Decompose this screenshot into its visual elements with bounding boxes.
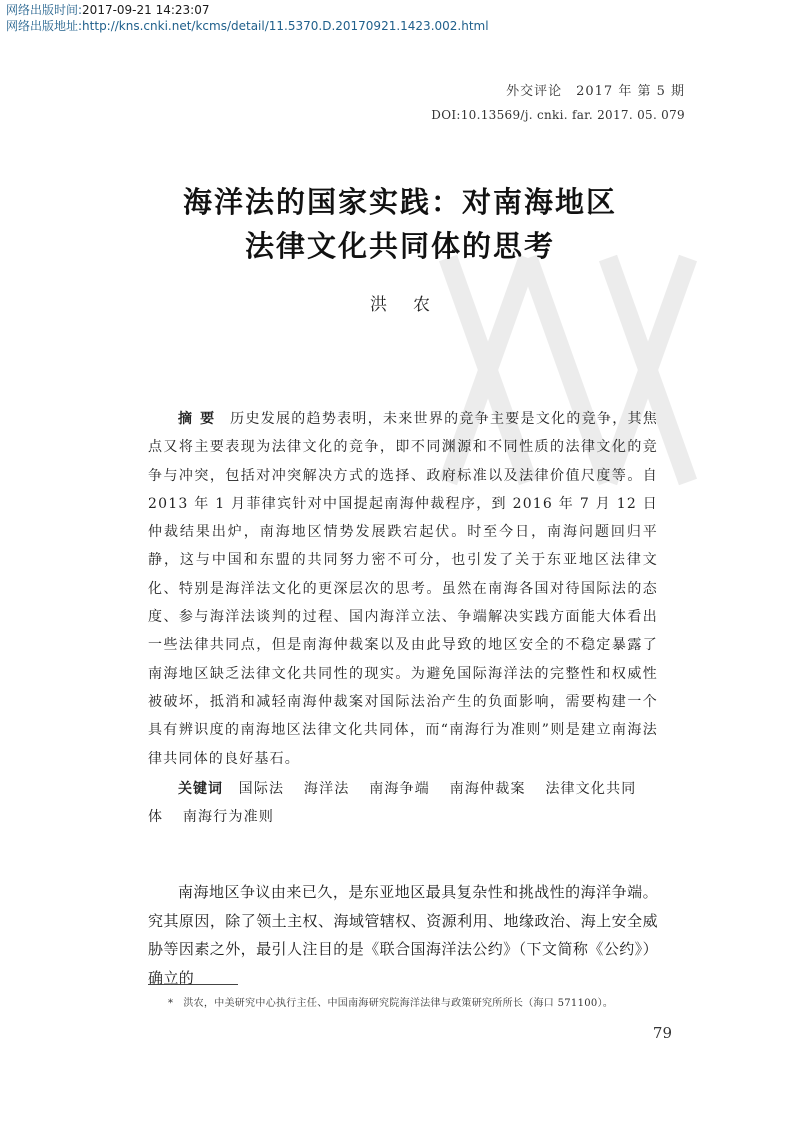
keyword-item: 南海仲裁案 [449, 781, 526, 797]
footnote-mark: * [168, 998, 174, 1009]
doi: DOI:10.13569/j. cnki. far. 2017. 05. 079 [431, 108, 685, 122]
page-number: 79 [652, 1024, 672, 1042]
keyword-item: 海洋法 [303, 781, 350, 797]
abstract [148, 405, 658, 773]
online-url-label: 网络出版地址: [6, 19, 83, 33]
body-paragraph: 南海地区争议由来已久，是东亚地区最具复杂性和挑战性的海洋争端。究其原因，除了领土主权、海域管辖权、资源利用、地缘政治、海上安全威胁等因素之外，最引人注目的是《联合国海洋法公约》（下文简称《公约》）确立的 [148, 883, 658, 987]
keyword-item: 南海行为准则 [182, 809, 275, 825]
keywords-label: 关键词 [178, 781, 223, 797]
footnote-divider [148, 984, 238, 985]
online-url-link[interactable]: http://kns.cnki.net/kcms/detail/11.5370.D.20170921.1423.002.html [82, 19, 489, 33]
abstract-label: 摘要 [178, 411, 223, 427]
article-author: 洪农 [370, 295, 456, 315]
keywords [148, 775, 658, 831]
footnote-text: 洪农，中美研究中心执行主任、中国南海研究院海洋法律与政策研究所所长（海口 571100）。 [183, 998, 614, 1009]
keyword-item: 南海争端 [369, 781, 430, 797]
online-time-value: 2017-09-21 14:23:07 [82, 3, 210, 17]
footnote [168, 994, 613, 1009]
cnki-publication-info [6, 2, 489, 34]
keyword-item: 法律文化共同体 [148, 781, 637, 825]
online-url-line [6, 18, 489, 34]
online-time-label: 网络出版时间: [6, 3, 83, 17]
journal-issue: 外交评论 2017 年 第 5 期 [506, 84, 685, 99]
article-title-line-2: 法律文化共同体的思考 [244, 229, 555, 263]
keyword-item: 国际法 [238, 781, 285, 797]
article-title-line-1: 海洋法的国家实践：对南海地区 [182, 185, 617, 219]
abstract-text: 历史发展的趋势表明，未来世界的竞争主要是文化的竞争，其焦点又将主要表现为法律文化的竞争，即不同渊源和不同性质的法律文化的竞争与冲突，包括对冲突解决方式的选择、政府标准以及法律价值尺度等。自 2013 年 1 月菲律宾针对中国提起南海仲裁程序，到 2016 年 7 月 12 日仲裁结果出炉，南海地区情势发展跌宕起伏。时至今日，南海问题回归平静，这与中国和东盟的共同努力密不可分，也引发了关于东亚地区法律文化、特别是海洋法文化的更深层次的思考。虽然在南海各国对待国际法的态度、参与海洋法谈判的过程、国内海洋立法、争端解决实践方面能大体看出一些法律共同点，但是南海仲裁案以及由此导致的地区安全的不稳定暴露了南海地区缺乏法律文化共同性的现实。为避免国际海洋法的完整性和权威性被破坏，抵消和减轻南海仲裁案对国际法治产生的负面影响，需要构建一个具有辨识度的南海地区法律文化共同体，而“南海行为准则”则是建立南海法律共同体的良好基石。 [148, 411, 658, 767]
online-time-line [6, 2, 489, 18]
